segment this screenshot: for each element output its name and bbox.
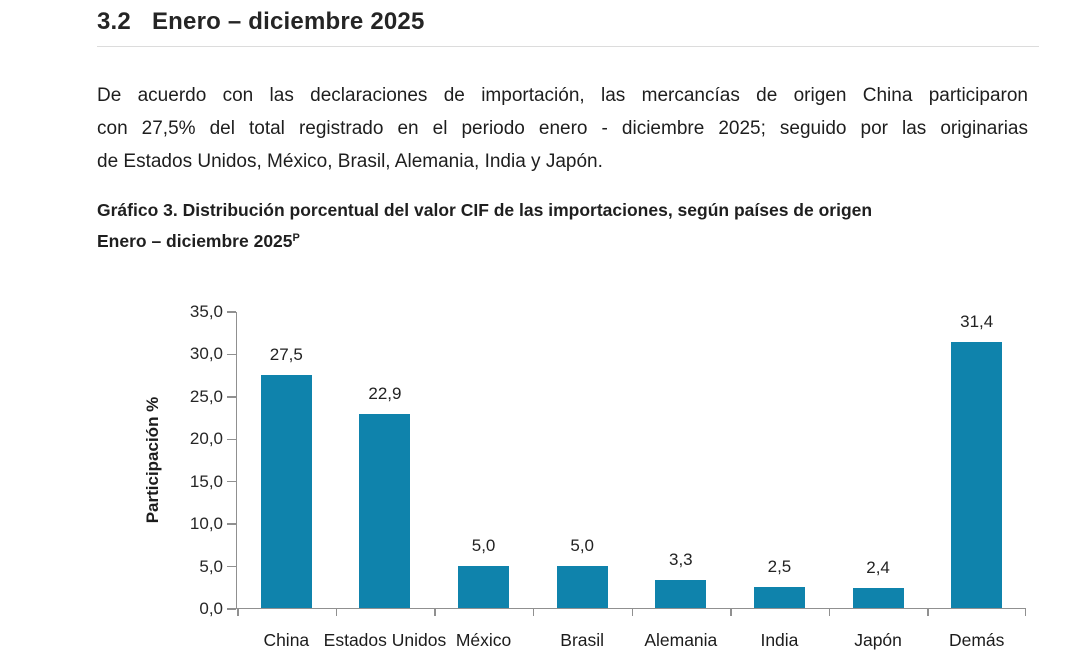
x-axis-tick (1025, 608, 1027, 616)
y-axis-tick (227, 481, 236, 483)
bar-value-label: 2,5 (767, 556, 792, 576)
heading-divider (97, 46, 1039, 47)
chart-title-line2: Enero – diciembre $2025^P$ (97, 230, 300, 251)
section-number: 3.2 (97, 8, 131, 35)
y-axis-tick (227, 396, 236, 398)
body-paragraph (97, 79, 1028, 178)
y-axis-tick (227, 354, 236, 356)
x-axis-label-mexico: México (455, 630, 512, 650)
y-axis-tick (227, 566, 236, 568)
x-axis-label-india: India (760, 630, 799, 650)
x-axis-tick (237, 608, 239, 616)
x-axis-label-estados-unidos: Estados Unidos (323, 630, 447, 650)
plot-area (189, 302, 1025, 650)
bar-brasil (557, 566, 608, 608)
bar-mexico (458, 566, 509, 608)
section-title: Enero – diciembre 2025 (151, 8, 425, 35)
x-axis-tick (336, 608, 338, 616)
bar-value-label: 31,4 (960, 311, 994, 331)
x-axis-label-brasil: Brasil (560, 630, 605, 650)
y-axis-tick (227, 439, 236, 441)
bar-value-label: 27,5 (269, 344, 303, 364)
x-axis-tick (434, 608, 436, 616)
paragraph-line: de Estados Unidos, México, Brasil, Alemania, India y Japón. (97, 151, 603, 172)
y-axis-tick (227, 608, 236, 610)
preliminary-superscript: P (292, 231, 300, 244)
y-axis-tick (227, 523, 236, 525)
x-axis-tick (829, 608, 831, 616)
x-axis-label-china: China (263, 630, 310, 650)
y-axis-tick-label: 25,0 (189, 386, 223, 406)
bar-value-label: 2,4 (866, 557, 890, 577)
y-axis-tick-label: 5,0 (199, 556, 223, 576)
bar-japon (853, 588, 904, 608)
y-axis-title: Participación % (143, 396, 162, 524)
x-axis-tick (730, 608, 732, 616)
bar-estados-unidos (359, 414, 410, 608)
y-axis-tick-label: 35,0 (189, 302, 223, 321)
x-axis-label-japon: Japón (854, 630, 902, 650)
bar-value-label: 5,0 (570, 535, 594, 555)
bar-value-label: 5,0 (471, 535, 496, 555)
x-axis-tick (533, 608, 535, 616)
y-axis-tick-label: 20,0 (189, 429, 223, 449)
bar-india (754, 587, 805, 608)
y-axis-tick-label: 15,0 (189, 471, 223, 491)
y-axis-tick-label: 0,0 (199, 599, 223, 618)
chart-title (97, 197, 1028, 255)
y-axis-tick-label: 10,0 (189, 514, 223, 534)
x-axis-label-alemania: Alemania (644, 630, 718, 650)
bar-value-label: 3,3 (668, 550, 693, 569)
y-axis-tick-label: 30,0 (189, 344, 223, 364)
x-axis-tick (632, 608, 634, 616)
bar-value-label: 22,9 (368, 383, 402, 403)
y-axis-tick (227, 311, 236, 313)
bar-demas (951, 342, 1002, 608)
bar-china (261, 375, 312, 608)
x-axis-label-demas: Demás (948, 630, 1005, 650)
section-heading (97, 8, 425, 36)
x-axis-tick (927, 608, 929, 616)
paragraph-line: De acuerdo con las declaraciones de importación, las mercancías de origen China participaron (97, 85, 1028, 106)
chart-title-line1: Gráfico 3. Distribución porcentual del valor CIF de las importaciones, según países de origen (97, 200, 873, 220)
paragraph-line: con 27,5% del total registrado en el periodo enero - diciembre 2025; seguido por las originarias (97, 118, 1028, 139)
bar-alemania (655, 580, 706, 608)
